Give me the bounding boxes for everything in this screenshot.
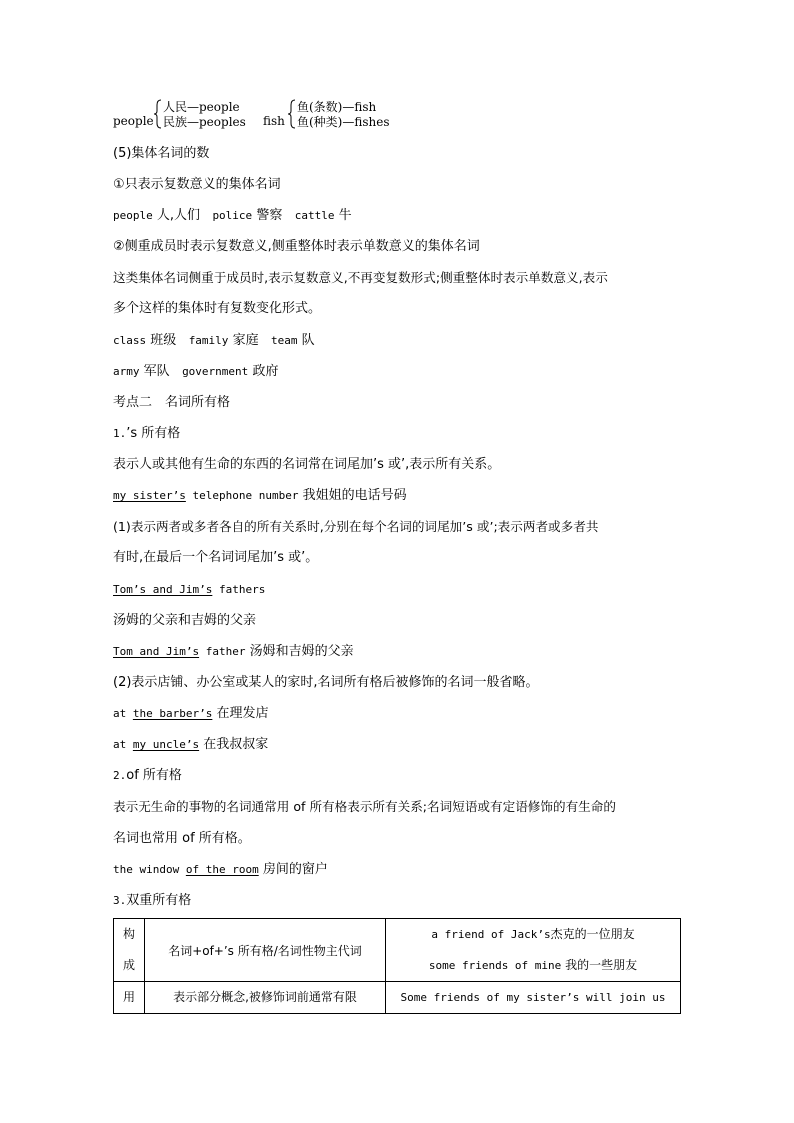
paragraph-line: 有时,在最后一个名词词尾加’s 或’。 [113,550,319,565]
example-en: a friend of Jack’s [431,928,551,941]
example-word: police [212,209,253,222]
subsection-1-title [113,425,180,443]
subsection-text: 双重所有格 [126,893,192,908]
topic-2-heading: 考点二 名词所有格 [113,395,231,410]
table-cell-examples [386,919,681,982]
paragraph-line: 表示无生命的事物的名词通常用 of 所有格表示所有关系;名词短语或有定语修饰的有生命的 [113,799,616,814]
example-word: family [188,334,229,347]
example-meaning: 班级 [150,333,177,348]
example-line-collective-2 [113,332,315,350]
example-en: some friends of mine [428,959,562,972]
example-underlined: my uncle’s [132,738,200,751]
example-line-collective-1 [113,207,352,225]
example-prefix: the window [113,863,186,876]
cell-text: 名词+of+’s 所有格/名词性物主代词 [168,943,362,958]
paragraph-line: (2)表示店铺、办公室或某人的家时,名词所有格后被修饰的名词一般省略。 [113,675,539,690]
brace-word-people: people [113,114,154,128]
example-rest: father [199,645,246,658]
example-line-collective-3 [113,363,278,381]
example-translation: 我姐姐的电话号码 [302,488,407,503]
example-underlined: Tom and Jim’s [113,645,200,658]
section-5-subtitle-2: ②侧重成员时表示复数意义,侧重整体时表示单数意义的集体名词 [113,239,480,254]
example-pair [386,950,680,981]
example-meaning: 警察 [256,208,283,223]
double-genitive-table [113,918,681,1014]
example-underlined: my sister’s [113,489,186,502]
subsection-text: ’s 所有格 [126,426,181,441]
example-underlined: of the room [185,863,259,876]
paragraph-line: 多个这样的集体时有复数变化形式。 [113,301,322,316]
example-prefix: at [113,738,133,751]
example-word: people [113,209,153,222]
example-underlined: the barber’s [132,707,213,720]
brace-left-symbol [154,99,162,129]
brace-right-symbol [288,99,296,129]
cell-text: 表示部分概念,被修饰词前通常有限 [173,990,357,1004]
example-translation-line: 汤姆的父亲和吉姆的父亲 [113,613,257,628]
subsection-number: 1. [113,427,127,440]
table-row [114,919,681,982]
example-line [113,643,354,661]
example-meaning: 牛 [338,208,352,223]
header-char: 成 [122,958,135,972]
table-cell-structure [145,919,386,982]
brace-item-people-1: 人民—people [163,100,240,114]
example-translation: 汤姆和吉姆的父亲 [249,644,354,659]
brace-item-fish-2: 鱼(种类)—fishes [297,115,390,129]
section-5-subtitle-1: ①只表示复数意义的集体名词 [113,177,281,192]
brace-word-fish: fish [263,114,285,128]
example-word: team [271,334,298,347]
paragraph-line: 表示人或其他有生命的东西的名词常在词尾加’s 或’,表示所有关系。 [113,457,501,472]
subsection-3-title [113,892,191,910]
plural-brace-block [113,96,683,132]
example-meaning: 人,人们 [156,208,201,223]
subsection-number: 2. [113,769,127,782]
paragraph-line: (1)表示两者或多者各自的所有关系时,分别在每个名词的词尾加’s 或’;表示两者或多者共 [113,519,599,534]
example-meaning: 队 [301,333,315,348]
example-translation: 房间的窗户 [262,862,328,877]
example-word: cattle [294,209,335,222]
header-char: 构 [122,927,135,941]
table-cell-usage [145,982,386,1014]
example-meaning: 军队 [143,364,170,379]
paragraph-line: 名词也常用 of 所有格。 [113,831,251,846]
example-rest: telephone number [185,489,299,502]
subsection-2-title [113,767,182,785]
brace-item-people-2: 民族—peoples [163,115,246,129]
table-row-header-composition [114,919,145,982]
paragraph-line: 这类集体名词侧重于成员时,表示复数意义,不再变复数形式;侧重整体时表示单数意义,表示 [113,270,608,285]
example-line [113,736,268,754]
example-meaning: 家庭 [232,333,259,348]
example-rest: fathers [212,583,266,596]
example-line [113,487,407,505]
table-cell-usage-example [386,982,681,1014]
example-cn: 杰克的一位朋友 [550,927,635,941]
table-row-header-usage [114,982,145,1014]
example-line [113,705,269,723]
table-row [114,982,681,1014]
subsection-number: 3. [113,894,127,907]
header-char: 用 [122,990,135,1004]
section-5-title: (5)集体名词的数 [113,146,210,161]
example-translation: 在我叔叔家 [203,737,269,752]
example-underlined: Tom’s and Jim’s [113,583,213,596]
example-en: Some friends of my sister’s will join us [400,991,666,1004]
example-pair [386,919,680,950]
example-meaning: 政府 [252,364,279,379]
example-line [113,861,328,879]
brace-item-fish-1: 鱼(条数)—fish [297,100,377,114]
example-word: class [113,334,147,347]
example-prefix: at [113,707,133,720]
example-cn: 我的一些朋友 [565,958,638,972]
example-word: army [113,365,140,378]
example-translation: 在理发店 [216,706,269,721]
subsection-text: of 所有格 [126,768,182,783]
example-line [113,581,265,599]
example-word: government [182,365,249,378]
